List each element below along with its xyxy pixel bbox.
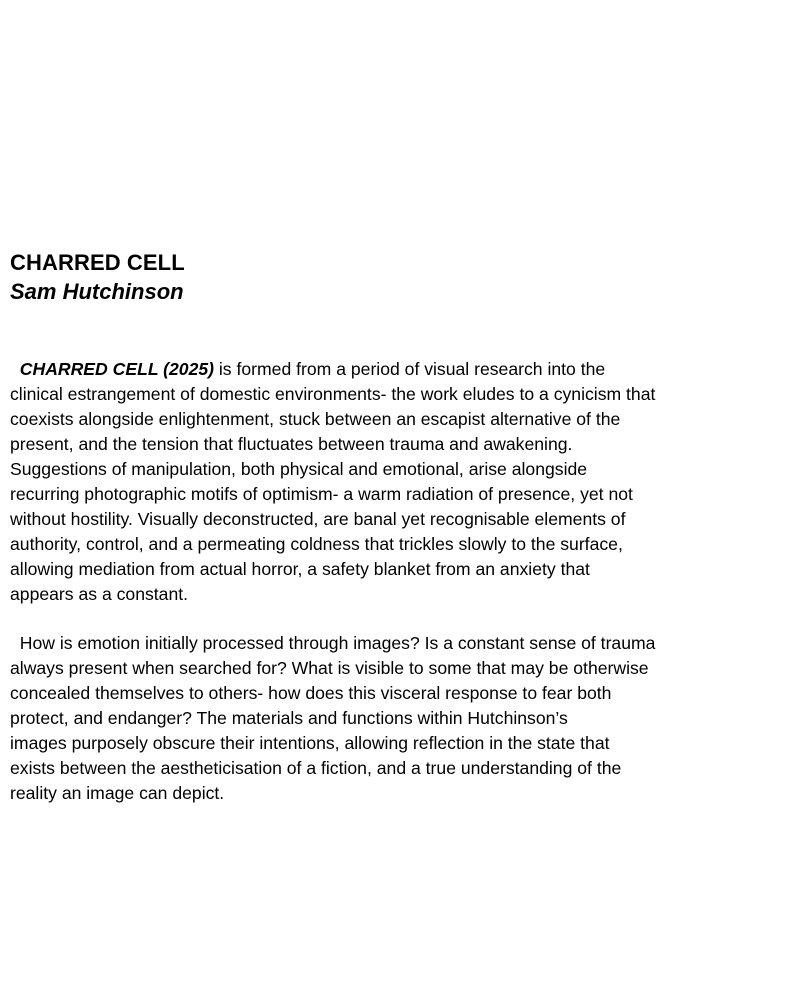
paragraph-line: reality an image can depict. [10, 783, 225, 803]
work-title-emphasis: CHARRED CELL (2025) [19, 359, 214, 379]
paragraph-line-text: How is emotion initially processed through images? Is a constant sense of trauma [19, 633, 656, 653]
paragraph-line: clinical estrangement of domestic environments- the work eludes to a cynicism that [10, 384, 656, 404]
title-block [10, 248, 790, 306]
paragraph-line: coexists alongside enlightenment, stuck between an escapist alternative of the [10, 409, 621, 429]
paragraph-line: authority, control, and a permeating coldness that trickles slowly to the surface, [10, 534, 623, 554]
paragraph-line [10, 631, 782, 656]
paragraph-line: without hostility. Visually deconstructed, are banal yet recognisable elements of [10, 509, 626, 529]
paragraph-line: protect, and endanger? The materials and functions within Hutchinson’s [10, 708, 568, 728]
artist-name: Sam Hutchinson [10, 279, 184, 304]
paragraph-line: always present when searched for? What is visible to some that may be otherwise [10, 658, 649, 678]
paragraph-line: recurring photographic motifs of optimism- a warm radiation of presence, yet not [10, 484, 633, 504]
paragraph-line-text: is formed from a period of visual research into the [214, 359, 606, 379]
statement-paragraph-1 [10, 357, 782, 607]
paragraph-line: concealed themselves to others- how does this visceral response to fear both [10, 683, 612, 703]
paragraph-line: Suggestions of manipulation, both physical and emotional, arise alongside [10, 459, 588, 479]
paragraph-line [10, 357, 782, 382]
paragraph-line: appears as a constant. [10, 584, 189, 604]
paragraph-line: exists between the aestheticisation of a fiction, and a true understanding of the [10, 758, 622, 778]
work-title: CHARRED CELL [10, 250, 185, 275]
statement-paragraph-2 [10, 631, 782, 806]
paragraph-line: allowing mediation from actual horror, a safety blanket from an anxiety that [10, 559, 590, 579]
paragraph-line: present, and the tension that fluctuates between trauma and awakening. [10, 434, 573, 454]
paragraph-line: images purposely obscure their intentions, allowing reflection in the state that [10, 733, 610, 753]
